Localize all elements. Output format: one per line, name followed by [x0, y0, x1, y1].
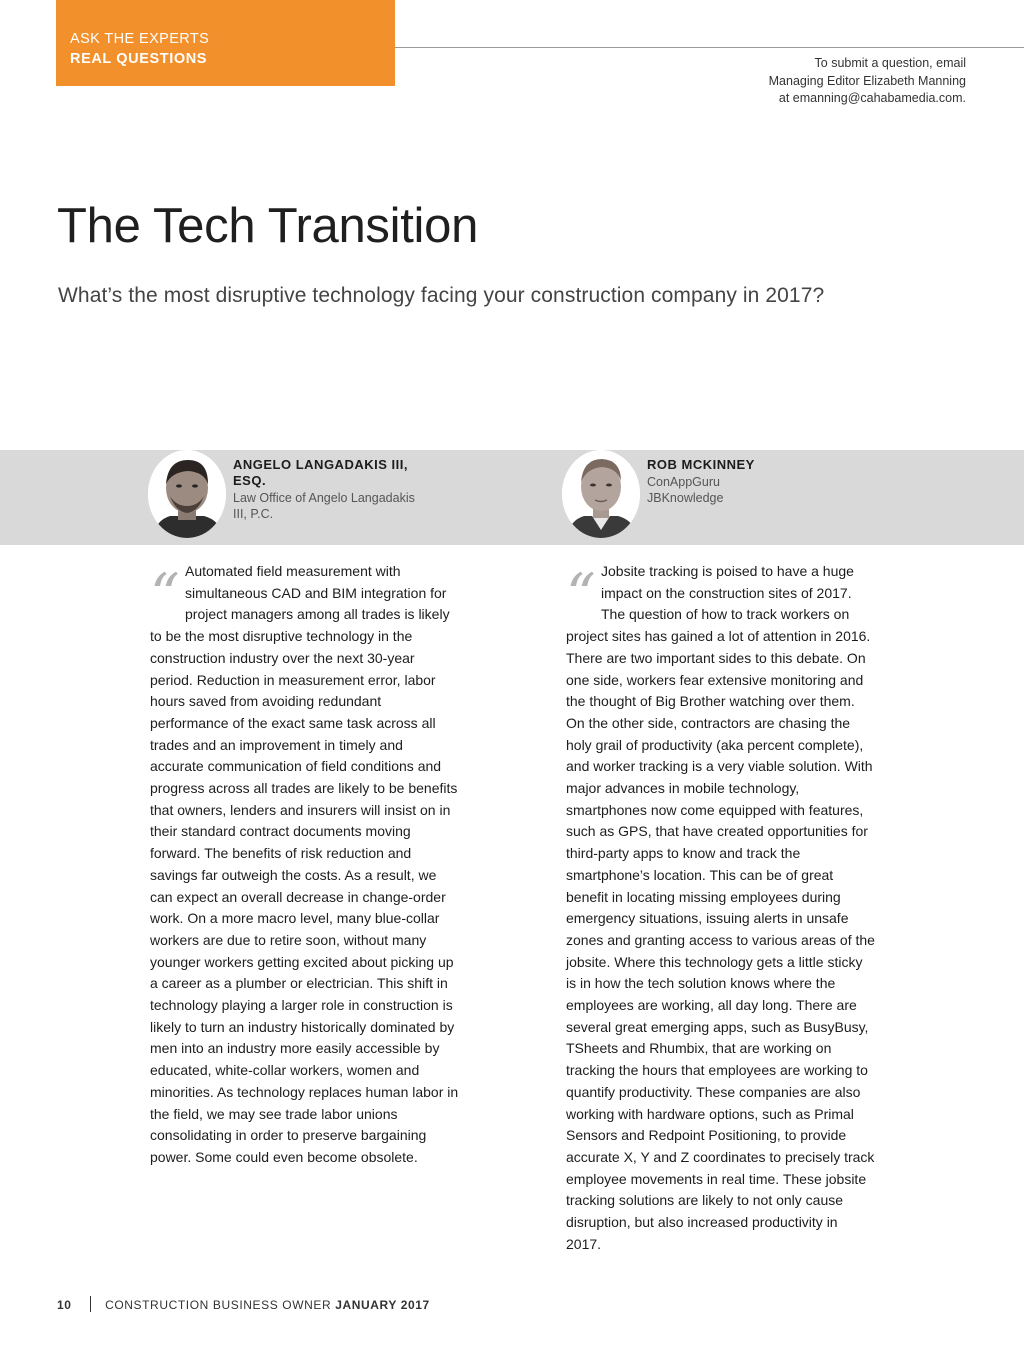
article-title: The Tech Transition — [57, 199, 479, 253]
section-tab — [56, 0, 395, 86]
expert-affiliation — [647, 474, 837, 506]
page-footer — [57, 1296, 430, 1312]
page-number: 10 — [57, 1298, 72, 1312]
issue-date: JANUARY 2017 — [335, 1298, 430, 1312]
expert-affiliation-line: III, P.C. — [233, 507, 274, 521]
submit-line: Managing Editor Elizabeth Manning — [768, 73, 966, 88]
section-kicker: ASK THE EXPERTS — [70, 31, 210, 47]
answer-text: Jobsite tracking is poised to have a huge impact on the construction sites of 2017. The question of how to track workers on project sites has gained a lot of attention in 2016. There are two important sides to this debate. On one side, workers fear extensive monitoring and the thought of Big Brother watching over them. On the other side, contractors are chasing the holy grail of productivity (aka percent complete), and worker tracking is a very viable solution. With major advances in mobile technology, smartphones now come equipped with features, such as GPS, that have created opportunities for third-party apps to know and track the smartphone’s location. This can be of great benefit in locating missing employees during emergency situations, issuing alerts in unsafe zones and granting access to various areas of the jobsite. Where this technology gets a little sticky is in how the tech solution knows where the employees are working, all day long. There are several great emerging apps, such as BusyBusy, TSheets and Rhumbix, that are working on tracking the hours that employees are working to quantify productivity. These companies are also working with hardware options, such as Primal Sensors and Redpoint Positioning, to provide accurate X, Y and Z coordinates to precisely track employee movements in real time. These jobsite tracking solutions are likely to not only cause disruption, but also increased productivity in 2017. — [566, 563, 875, 1252]
section-name: REAL QUESTIONS — [70, 51, 208, 67]
publication-name: CONSTRUCTION BUSINESS OWNER — [105, 1298, 332, 1312]
submit-note — [769, 55, 966, 108]
expert-name — [233, 457, 423, 489]
expert-name-line: ANGELO LANGADAKIS III, — [233, 457, 408, 472]
avatar — [562, 450, 640, 538]
quote-mark-icon: “ — [150, 561, 180, 629]
expert-name-line: ESQ. — [233, 473, 267, 488]
portrait-photo — [562, 450, 640, 538]
answer-column-mckinney — [566, 561, 876, 1256]
expert-info — [233, 457, 423, 522]
experts-band — [0, 450, 1024, 545]
answer-text: Automated field measurement with simultaneous CAD and BIM integration for project managers among all trades is likely to be the most disruptive technology in the construction industry over the next 30-year period. Reduction in measurement error, labor hours saved from avoiding redundant performance of the exact same task across all trades and an improvement in timely and accurate communication of field conditions and progress across all trades are likely to be benefits that owners, lenders and insurers will insist on in their standard contract documents moving forward. The benefits of risk reduction and savings far outweigh the costs. As a result, we can expect an overall decrease in change-order work. On a more macro level, many blue-collar workers are due to retire soon, without many younger workers getting excited about picking up a career as a plumber or electrician. This shift in technology playing a larger role in construction is likely to turn an industry historically dominated by men into an industry more easily accessible by educated, white-collar workers, women and minorities. As technology replaces human labor in the field, we may see trade labor unions consolidating in order to preserve bargaining power. Some could even become obsolete. — [150, 563, 459, 1165]
expert-name-line: ROB MCKINNEY — [647, 457, 755, 472]
expert-affiliation-line: ConAppGuru — [647, 475, 720, 489]
submit-line: at emanning@cahabamedia.com. — [778, 91, 966, 105]
header-rule — [395, 47, 1024, 48]
portrait-photo — [148, 450, 226, 538]
expert-info — [647, 457, 837, 506]
footer-divider — [90, 1296, 92, 1312]
article-question: What’s the most disruptive technology facing your construction company in 2017? — [58, 284, 825, 307]
expert-affiliation — [233, 490, 423, 522]
expert-affiliation-line: Law Office of Angelo Langadakis — [233, 491, 415, 505]
quote-mark-icon: “ — [566, 561, 596, 629]
avatar — [148, 450, 226, 538]
answer-column-langadakis — [150, 561, 460, 1169]
submit-line: To submit a question, email — [814, 56, 966, 70]
expert-affiliation-line: JBKnowledge — [647, 491, 724, 505]
expert-name — [647, 457, 837, 473]
